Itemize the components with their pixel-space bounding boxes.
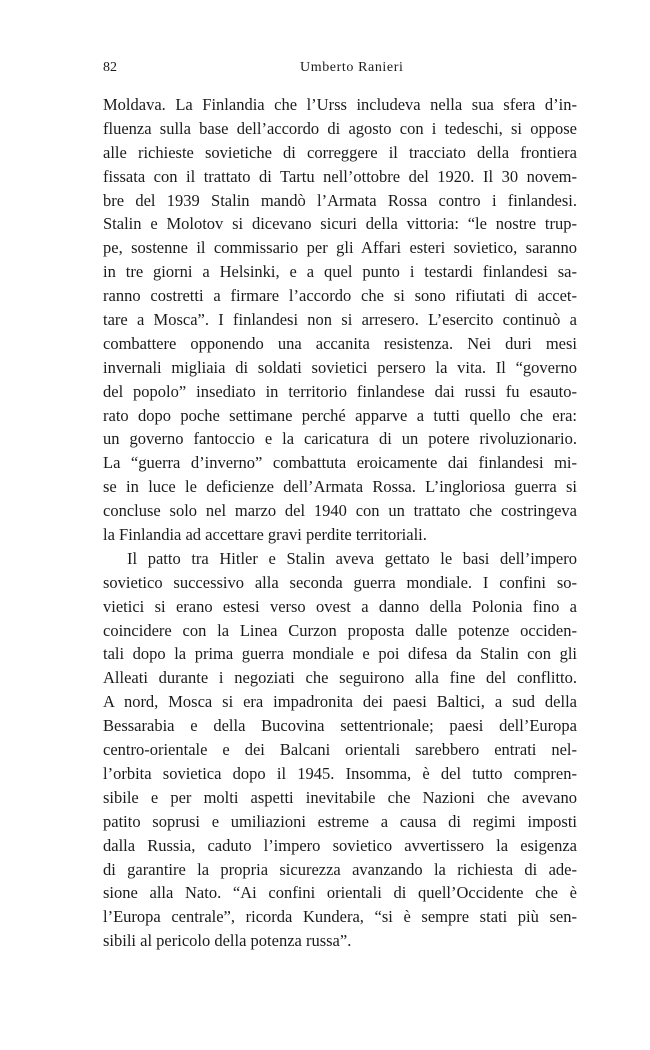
- text-line: bre del 1939 Stalin mandò l’Armata Rossa contro i finlandesi.: [103, 190, 577, 210]
- text-line: invernali migliaia di soldati sovietici persero la vita. Il “governo: [103, 357, 577, 377]
- text-line: di garantire la propria sicurezza avanzando la richiesta di ade-: [103, 859, 577, 879]
- text-line: vietici si erano estesi verso ovest a danno della Polonia fino a: [103, 596, 577, 616]
- text-line: sibili al pericolo della potenza russa”.: [103, 931, 352, 951]
- text-line: Bessarabia e della Bucovina settentrionale; paesi dell’Europa: [103, 716, 577, 736]
- text-line: fluenza sulla base dell’accordo di agosto con i tedeschi, si oppose: [103, 118, 577, 138]
- text-line: l’Europa centrale”, ricorda Kundera, “si è sempre stati più sen-: [103, 907, 577, 927]
- text-line: in tre giorni a Helsinki, e a quel punto i testardi finlandesi sa-: [103, 262, 577, 282]
- text-line: coincidere con la Linea Curzon proposta dalle potenze occiden-: [103, 620, 577, 640]
- text-line: sione alla Nato. “Ai confini orientali di quell’Occidente che è: [103, 883, 577, 903]
- text-line: la Finlandia ad accettare gravi perdite territoriali.: [103, 525, 427, 545]
- text-line: un governo fantoccio e la caricatura di un potere rivoluzionario.: [103, 429, 577, 449]
- paragraph: [103, 547, 577, 953]
- text-line: sovietico successivo alla seconda guerra mondiale. I confini so-: [103, 572, 577, 592]
- text-line: Il patto tra Hitler e Stalin aveva gettato le basi dell’impero: [127, 548, 577, 568]
- running-head: Umberto Ranieri: [300, 60, 404, 75]
- text-line: Stalin e Molotov si dicevano sicuri della vittoria: “le nostre trup-: [103, 214, 577, 234]
- body-text: [103, 93, 577, 953]
- text-line: tare a Mosca”. I finlandesi non si arresero. L’esercito continuò a: [103, 310, 577, 330]
- text-line: alle richieste sovietiche di correggere il tracciato della frontiera: [103, 142, 577, 162]
- text-line: La “guerra d’inverno” combattuta eroicamente dai finlandesi mi-: [103, 453, 577, 473]
- text-line: pe, sostenne il commissario per gli Affari esteri sovietico, saranno: [103, 238, 577, 258]
- text-line: dalla Russia, caduto l’impero sovietico avvertissero la esigenza: [103, 835, 577, 855]
- text-line: tali dopo la prima guerra mondiale e poi difesa da Stalin con gli: [103, 644, 577, 664]
- text-line: fissata con il trattato di Tartu nell’ottobre del 1920. Il 30 novem-: [103, 166, 577, 186]
- text-line: concluse solo nel marzo del 1940 con un trattato che costringeva: [103, 501, 577, 521]
- text-line: del popolo” insediato in territorio finlandese dai russi fu esauto-: [103, 381, 577, 401]
- text-line: centro-orientale e dei Balcani orientali sarebbero entrati nel-: [103, 740, 577, 760]
- text-line: sibile e per molti aspetti inevitabile che Nazioni che avevano: [103, 787, 577, 807]
- text-line: A nord, Mosca si era impadronita dei paesi Baltici, a sud della: [103, 692, 577, 712]
- text-line: combattere opponendo una accanita resistenza. Nei duri mesi: [103, 333, 577, 353]
- text-line: patito soprusi e umiliazioni estreme a causa di regimi imposti: [103, 811, 577, 831]
- text-line: l’orbita sovietica dopo il 1945. Insomma, è del tutto compren-: [103, 763, 577, 783]
- text-line: ranno costretti a firmare l’accordo che si sono rifiutati di accet-: [103, 286, 577, 306]
- text-line: se in luce le deficienze dell’Armata Rossa. L’ingloriosa guerra si: [103, 477, 577, 497]
- text-line: Moldava. La Finlandia che l’Urss includeva nella sua sfera d’in-: [103, 95, 577, 114]
- page-number: 82: [103, 60, 117, 75]
- text-line: rato dopo poche settimane perché apparve a tutti quello che era:: [103, 405, 577, 425]
- text-line: Alleati durante i negoziati che seguirono alla fine del conflitto.: [103, 668, 577, 688]
- paragraph: [103, 93, 577, 547]
